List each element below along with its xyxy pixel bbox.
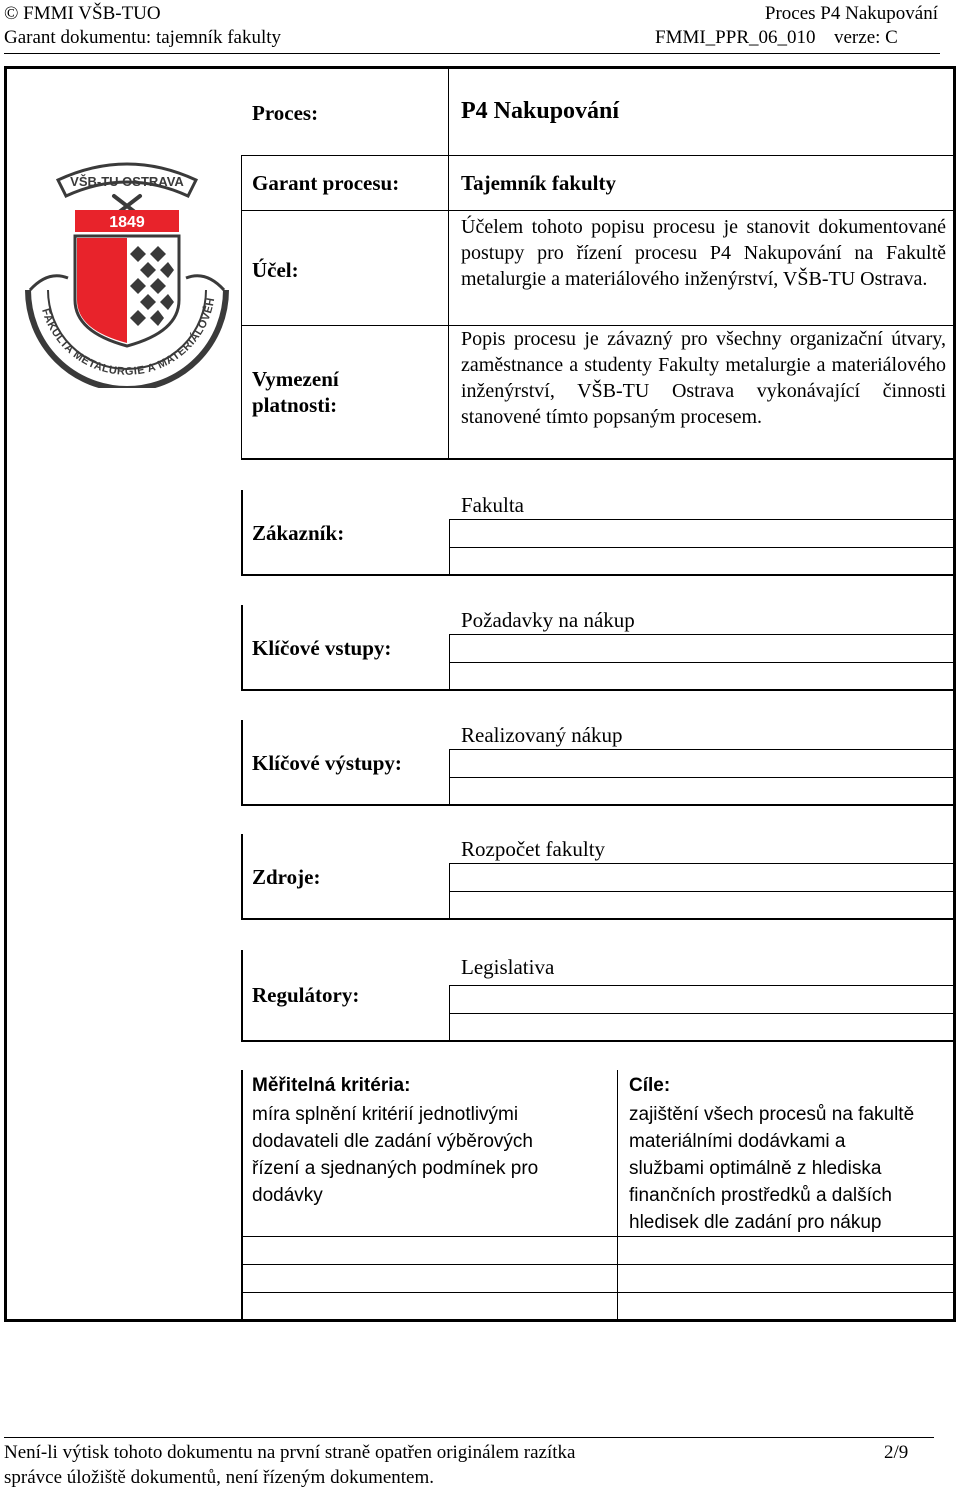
zdroje-label: Zdroje:	[252, 865, 321, 889]
cile-text	[629, 1101, 914, 1236]
proces-label: Proces:	[252, 101, 319, 125]
cile-line: hledisek dle zadání pro nákup	[629, 1212, 882, 1233]
meritelna-line: řízení a sjednaných podmínek pro	[252, 1158, 539, 1179]
page-number: 2/9	[884, 1442, 909, 1463]
meritelna-line: dodávky	[252, 1185, 323, 1206]
header-guarantor: Garant dokumentu: tajemník fakulty	[4, 27, 282, 48]
zakaznik-value: Fakulta	[461, 493, 524, 517]
kriteria-block	[241, 1070, 956, 1322]
meritelna-label: Měřitelná kritéria:	[252, 1075, 411, 1096]
zdroje-value: Rozpočet fakulty	[461, 837, 606, 861]
svg-text:1849: 1849	[109, 214, 145, 231]
regulatory-label: Regulátory:	[252, 983, 360, 1007]
vymezeni-label-2: platnosti:	[252, 393, 338, 417]
header-version: verze: C	[834, 27, 898, 48]
vystupy-value: Realizovaný nákup	[461, 723, 623, 747]
svg-text:VŠB-TU OSTRAVA: VŠB-TU OSTRAVA	[70, 174, 184, 189]
header-copyright: © FMMI VŠB-TUO	[4, 3, 161, 24]
cile-line: finančních prostředků a dalších	[629, 1185, 892, 1206]
meritelna-line: dodavateli dle zadání výběrových	[252, 1131, 533, 1152]
rule	[241, 155, 956, 156]
regulatory-block	[241, 950, 956, 1042]
footer-line-1: Není-li výtisk tohoto dokumentu na první straně opatřen originálem razítka	[4, 1442, 576, 1463]
footer-divider	[4, 1437, 934, 1438]
ucel-label: Účel:	[252, 258, 299, 282]
vystupy-block	[241, 720, 956, 806]
vymezeni-label-1: Vymezení	[252, 367, 339, 391]
rule	[241, 458, 956, 460]
zakaznik-block	[241, 490, 956, 576]
zdroje-block	[241, 834, 956, 920]
svg-text:FAKULTA METALURGIE A MATERIÁLO: FAKULTA METALURGIE A MATERIÁLOVÉH	[39, 296, 218, 378]
zakaznik-label: Zákazník:	[252, 521, 345, 545]
vstupy-block	[241, 605, 956, 691]
header-doc-code: FMMI_PPR_06_010	[655, 27, 816, 48]
meritelna-text	[252, 1101, 538, 1209]
vstupy-value: Požadavky na nákup	[461, 608, 635, 632]
rule	[241, 155, 242, 459]
rule	[448, 66, 449, 459]
vstupy-label: Klíčové vstupy:	[252, 636, 392, 660]
footer-line-2: správce úložiště dokumentů, není řízeným dokumentem.	[4, 1467, 435, 1488]
meritelna-line: míra splnění kritérií jednotlivými	[252, 1104, 519, 1125]
proces-value: P4 Nakupování	[461, 98, 620, 124]
garant-value: Tajemník fakulty	[461, 171, 617, 195]
regulatory-value: Legislativa	[461, 955, 555, 979]
header-process-title: Proces P4 Nakupování	[764, 3, 938, 24]
cile-line: službami optimálně z hlediska	[629, 1158, 882, 1179]
vymezeni-text: Popis procesu je závazný pro všechny organizační útvary, zaměstnance a studenty Fakulty metalurgie a materiálového inženýrství, VŠB-TU Ostrava vykonávající činnosti stanovené tímto popsaným procesem.	[461, 328, 946, 428]
rule	[241, 210, 956, 211]
faculty-logo	[18, 150, 236, 388]
cile-line: materiálními dodávkami a	[629, 1131, 846, 1152]
cile-label: Cíle:	[629, 1075, 671, 1096]
vystupy-label: Klíčové výstupy:	[252, 751, 402, 775]
garant-label: Garant procesu:	[252, 171, 400, 195]
ucel-text: Účelem tohoto popisu procesu je stanovit dokumentované postupy pro řízení procesu P4 Nakupování na Fakultě metalurgie a materiálového inženýrství, VŠB-TU Ostrava.	[461, 216, 946, 290]
cile-line: zajištění všech procesů na fakultě	[629, 1104, 915, 1125]
header-divider	[4, 53, 940, 54]
